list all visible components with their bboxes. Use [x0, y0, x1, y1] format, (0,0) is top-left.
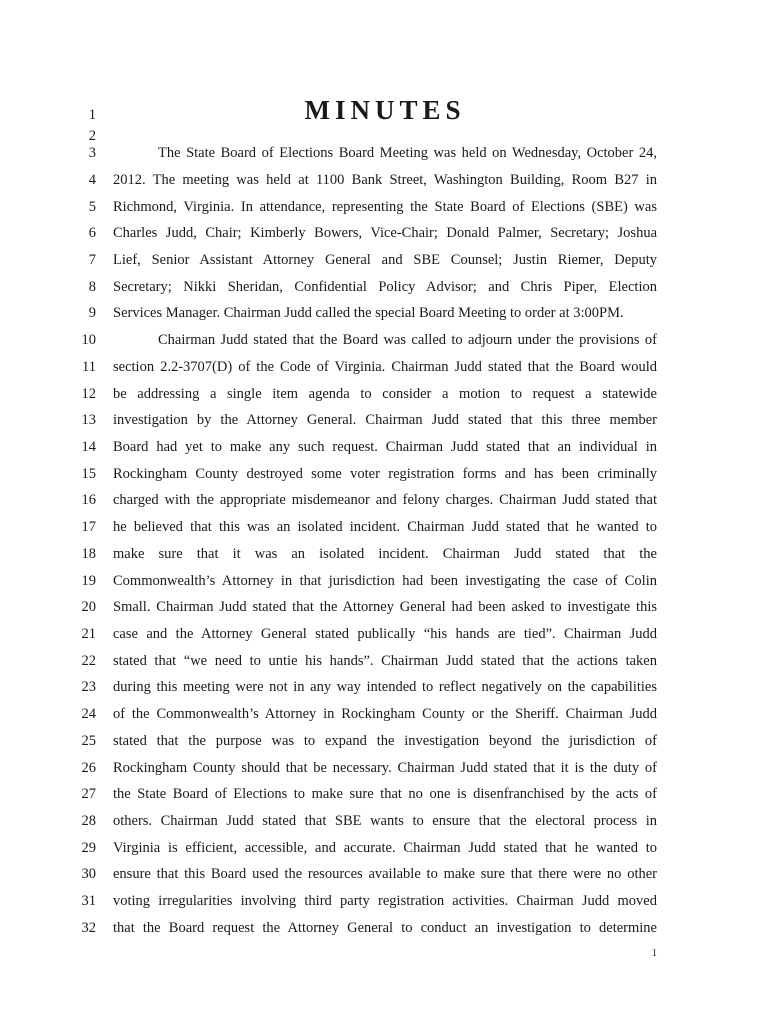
body-line: Board had yet to make any such request. Chairman Judd stated that an individual in [113, 439, 657, 455]
body-line: Rockingham County destroyed some voter registration forms and has been criminally [113, 466, 657, 482]
body-line: Chairman Judd stated that the Board was called to adjourn under the provisions of [158, 332, 657, 348]
body-line: Virginia is efficient, accessible, and accurate. Chairman Judd stated that he wanted to [113, 840, 657, 856]
line-number: 25 [81, 733, 96, 749]
line-number: 18 [81, 546, 96, 562]
page-number: 1 [652, 948, 657, 959]
line-number: 13 [81, 412, 96, 428]
line-number: 1 [88, 107, 96, 123]
body-line: Charles Judd, Chair; Kimberly Bowers, Vice-Chair; Donald Palmer, Secretary; Joshua [113, 225, 657, 241]
line-number: 10 [81, 332, 96, 348]
body-line: Small. Chairman Judd stated that the Attorney General had been asked to investigate this [113, 599, 657, 615]
body-line: charged with the appropriate misdemeanor and felony charges. Chairman Judd stated that [113, 492, 657, 508]
body-line: during this meeting were not in any way intended to reflect negatively on the capabilities [113, 679, 657, 695]
line-number: 4 [88, 172, 96, 188]
line-number: 28 [81, 813, 96, 829]
line-number: 16 [81, 492, 96, 508]
body-line: 2012. The meeting was held at 1100 Bank Street, Washington Building, Room B27 in [113, 172, 657, 188]
line-number: 31 [81, 893, 96, 909]
body-line: ensure that this Board used the resources available to make sure that there were no other [113, 866, 657, 882]
body-line: of the Commonwealth’s Attorney in Rockingham County or the Sheriff. Chairman Judd [113, 706, 657, 722]
body-line: he believed that this was an isolated incident. Chairman Judd stated that he wanted to [113, 519, 657, 535]
body-line: stated that the purpose was to expand the investigation beyond the jurisdiction of [113, 733, 657, 749]
body-line: Lief, Senior Assistant Attorney General and SBE Counsel; Justin Riemer, Deputy [113, 252, 657, 268]
line-number: 5 [88, 199, 96, 215]
line-number: 32 [81, 920, 96, 936]
body-line: make sure that it was an isolated incident. Chairman Judd stated that the [113, 546, 657, 562]
line-number: 20 [81, 599, 96, 615]
line-number: 3 [88, 145, 96, 161]
line-number: 29 [81, 840, 96, 856]
line-number: 17 [81, 519, 96, 535]
line-number: 6 [88, 225, 96, 241]
line-number: 9 [88, 305, 96, 321]
line-number: 15 [81, 466, 96, 482]
line-number: 21 [81, 626, 96, 642]
body-line: be addressing a single item agenda to consider a motion to request a statewide [113, 386, 657, 402]
body-line: that the Board request the Attorney General to conduct an investigation to determine [113, 920, 657, 936]
line-number: 11 [82, 359, 96, 375]
line-number: 26 [81, 760, 96, 776]
body-line: Secretary; Nikki Sheridan, Confidential Policy Advisor; and Chris Piper, Election [113, 279, 657, 295]
body-line: section 2.2-3707(D) of the Code of Virginia. Chairman Judd stated that the Board would [113, 359, 657, 375]
line-number: 24 [81, 706, 96, 722]
page-title: MINUTES [304, 95, 466, 125]
body-line: Commonwealth’s Attorney in that jurisdiction had been investigating the case of Colin [113, 573, 657, 589]
line-number: 22 [81, 653, 96, 669]
line-number: 14 [81, 439, 96, 455]
body-line: investigation by the Attorney General. Chairman Judd stated that this three member [113, 412, 657, 428]
body-line: Richmond, Virginia. In attendance, representing the State Board of Elections (SBE) was [113, 199, 657, 215]
line-number: 7 [88, 252, 96, 268]
line-number: 23 [81, 679, 96, 695]
body-line: voting irregularities involving third party registration activities. Chairman Judd moved [113, 893, 657, 909]
line-number: 30 [81, 866, 96, 882]
line-number: 8 [88, 279, 96, 295]
line-number: 27 [81, 786, 96, 802]
line-number: 2 [88, 128, 96, 144]
body-line: The State Board of Elections Board Meeting was held on Wednesday, October 24, [158, 145, 657, 161]
line-number: 19 [81, 573, 96, 589]
body-line: Services Manager. Chairman Judd called the special Board Meeting to order at 3:00PM. [113, 305, 624, 321]
body-line: the State Board of Elections to make sure that no one is disenfranchised by the acts of [113, 786, 657, 802]
body-line: stated that “we need to untie his hands”. Chairman Judd stated that the actions taken [113, 653, 657, 669]
body-line: case and the Attorney General stated publically “his hands are tied”. Chairman Judd [113, 626, 657, 642]
body-line: others. Chairman Judd stated that SBE wants to ensure that the electoral process in [113, 813, 657, 829]
line-number: 12 [81, 386, 96, 402]
body-line: Rockingham County should that be necessary. Chairman Judd stated that it is the duty of [113, 760, 657, 776]
